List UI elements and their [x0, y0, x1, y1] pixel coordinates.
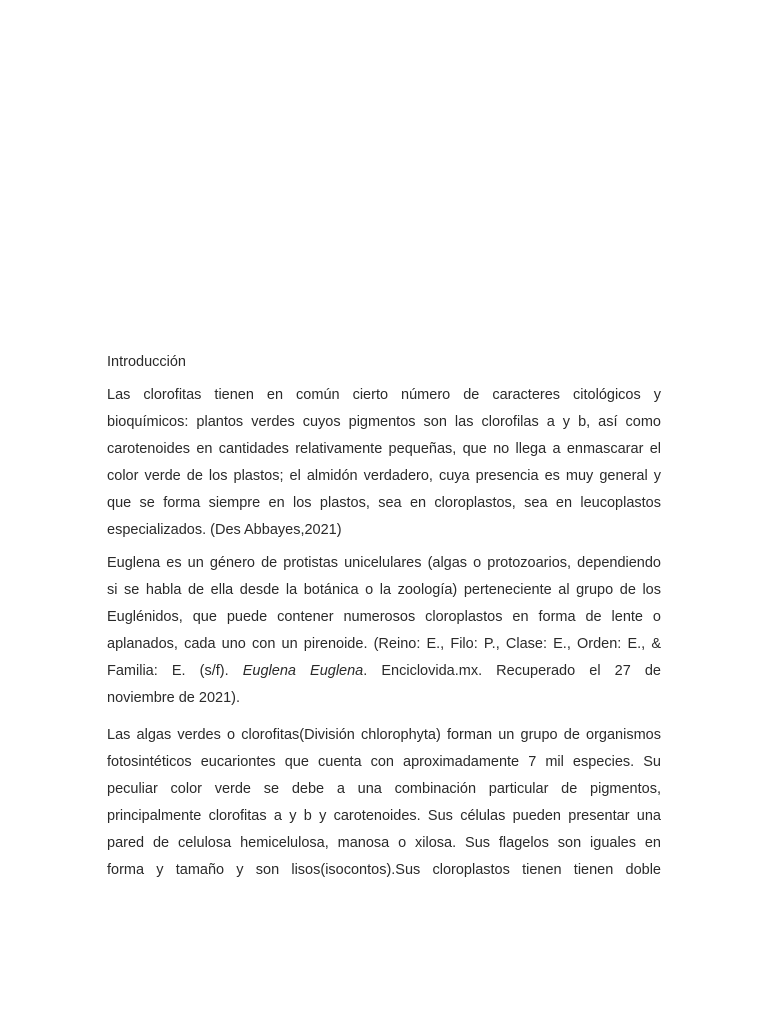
text-line: pared de celulosa hemicelulosa, manosa o xilosa. Sus flagelos son iguales en	[107, 835, 661, 851]
text-line: principalmente clorofitas a y b y carotenoides. Sus células pueden presentar una	[107, 808, 661, 824]
text-line: noviembre de 2021).	[107, 690, 240, 706]
paragraph-clorofitas	[107, 382, 661, 544]
text-line: fotosintéticos eucariontes que cuenta con aproximadamente 7 mil especies. Su	[107, 754, 661, 770]
citation-title: Euglena Euglena	[242, 663, 364, 679]
text-line: Euglena es un género de protistas unicelulares (algas o protozoarios, dependiendo	[107, 555, 661, 571]
text-line: bioquímicos: plantos verdes cuyos pigmentos son las clorofilas a y b, así como	[107, 414, 661, 430]
text-line: si se habla de ella desde la botánica o la zoología) perteneciente al grupo de los	[107, 582, 661, 598]
text-line: color verde de los plastos; el almidón verdadero, cuya presencia es muy general y	[107, 468, 661, 484]
text-line: Euglénidos, que puede contener numerosos cloroplastos en forma de lente o	[107, 609, 661, 625]
section-heading: Introducción	[107, 354, 186, 370]
paragraph-euglena	[107, 550, 661, 712]
document-body	[107, 352, 661, 890]
text-line: Las algas verdes o clorofitas(División chlorophyta) forman un grupo de organismos	[107, 727, 661, 743]
text-line: aplanados, cada uno con un pirenoide. (Reino: E., Filo: P., Clase: E., Orden: E., &	[107, 636, 661, 652]
text-line: que se forma siempre en los plastos, sea en cloroplastos, sea en leucoplastos	[107, 495, 661, 511]
citation-line	[107, 658, 661, 685]
citation-suffix: . Enciclovida.mx. Recuperado el 27 de	[363, 663, 661, 679]
text-line: forma y tamaño y son lisos(isocontos).Sus cloroplastos tienen tienen doble	[107, 862, 661, 878]
text-line: Las clorofitas tienen en común cierto número de caracteres citológicos y	[107, 387, 661, 403]
text-line: peculiar color verde se debe a una combinación particular de pigmentos,	[107, 781, 661, 797]
text-line: carotenoides en cantidades relativamente pequeñas, que no llega a enmascarar el	[107, 441, 661, 457]
citation-prefix: Familia: E. (s/f).	[107, 663, 229, 679]
paragraph-algas-verdes	[107, 722, 661, 884]
text-line: especializados. (Des Abbayes,2021)	[107, 522, 342, 538]
